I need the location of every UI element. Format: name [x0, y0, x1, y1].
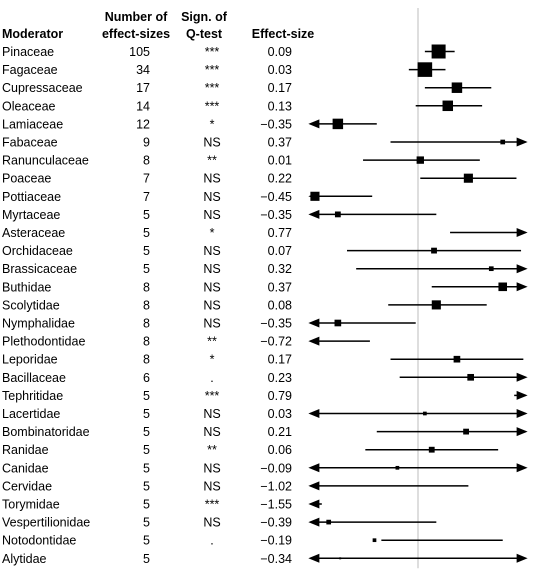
point-estimate: [489, 266, 494, 271]
effect-size-value: 0.17: [267, 352, 292, 367]
moderator-label: Cervidae: [2, 479, 53, 494]
point-estimate: [335, 212, 341, 218]
table-row: [2, 117, 377, 131]
effect-size-value: −0.72: [260, 334, 292, 349]
table-row: [2, 389, 528, 403]
table-row: [2, 407, 528, 421]
effect-size-count: 8: [143, 153, 150, 168]
effect-size-count: 5: [143, 226, 150, 240]
q-test-significance: NS: [203, 207, 221, 222]
q-test-significance: *: [209, 226, 215, 240]
effect-size-count: 8: [143, 352, 150, 367]
point-estimate: [429, 447, 435, 453]
effect-size-count: 5: [143, 443, 150, 458]
effect-size-value: −0.45: [260, 189, 292, 204]
moderator-label: Buthidae: [2, 280, 52, 295]
ci-arrow-left: [308, 119, 319, 128]
table-row: [2, 371, 528, 385]
ci-arrow-left: [308, 210, 319, 219]
point-estimate: [463, 429, 469, 435]
moderator-label: Poaceae: [2, 171, 52, 186]
effect-size-count: 8: [143, 316, 150, 331]
moderator-label: Pinaceae: [2, 45, 55, 59]
moderator-label: Brassicaceae: [2, 262, 78, 277]
table-row: [2, 461, 528, 475]
table-row: [2, 298, 487, 312]
effect-size-value: −0.19: [260, 533, 292, 548]
table-rows: [2, 45, 528, 566]
effect-size-count: 5: [143, 533, 150, 548]
effect-size-value: −0.35: [260, 316, 292, 331]
table-row: [2, 552, 528, 566]
point-estimate: [373, 538, 377, 542]
effect-size-count: 5: [143, 244, 150, 259]
header-q-line1: Sign. of: [181, 10, 227, 24]
effect-size-value: 0.77: [267, 226, 292, 240]
ci-arrow-right: [517, 228, 528, 237]
effect-size-value: 0.79: [267, 388, 292, 403]
effect-size-value: 0.17: [267, 81, 292, 96]
table-row: [2, 479, 468, 493]
ci-arrow-right: [517, 264, 528, 273]
q-test-significance: NS: [203, 189, 221, 204]
point-estimate: [464, 174, 473, 183]
effect-size-value: 0.13: [267, 99, 292, 114]
table-row: [2, 317, 416, 331]
moderator-label: Alytidae: [2, 551, 47, 566]
ci-arrow-left: [308, 500, 319, 509]
q-test-significance: ***: [204, 388, 220, 403]
ci-arrow-right: [517, 373, 528, 382]
effect-size-value: 0.01: [267, 153, 292, 168]
header-q-line2: Q-test: [185, 27, 223, 41]
ci-arrow-right: [517, 409, 528, 418]
moderator-label: Asteraceae: [2, 226, 66, 240]
ci-arrow-left: [308, 518, 319, 527]
ci-arrow-left: [308, 409, 319, 418]
effect-size-count: 5: [143, 551, 150, 566]
effect-size-count: 6: [143, 370, 150, 385]
q-test-significance: NS: [203, 407, 221, 421]
table-row: [2, 45, 455, 60]
q-test-significance: ***: [204, 81, 220, 96]
point-estimate: [431, 248, 437, 254]
effect-size-value: −0.35: [260, 207, 292, 222]
header-effect-size: Effect-size: [251, 27, 315, 41]
effect-size-count: 12: [136, 117, 150, 132]
ci-arrow-left: [308, 463, 319, 472]
point-estimate: [310, 192, 319, 201]
ci-arrow-left: [308, 554, 319, 563]
ci-arrow-right: [517, 427, 528, 436]
effect-size-value: 0.03: [267, 407, 292, 421]
effect-size-count: 14: [136, 99, 150, 114]
effect-size-count: 5: [143, 497, 150, 512]
ci-arrow-right: [517, 463, 528, 472]
ci-arrow-left: [308, 481, 319, 490]
q-test-significance: *: [209, 117, 215, 132]
effect-size-value: −0.35: [260, 117, 292, 132]
moderator-label: Vespertilionidae: [2, 515, 91, 530]
header-moderator: Moderator: [2, 27, 64, 41]
moderator-label: Notodontidae: [2, 533, 77, 548]
effect-size-value: 0.21: [267, 425, 292, 440]
effect-size-count: 8: [143, 334, 150, 349]
moderator-label: Ranunculaceae: [2, 153, 89, 168]
table-row: [2, 534, 503, 548]
moderator-label: Bombinatoridae: [2, 425, 90, 440]
effect-size-count: 5: [143, 479, 150, 494]
effect-size-value: 0.37: [267, 135, 292, 150]
header-n-line2: effect-sizes: [101, 27, 171, 41]
moderator-label: Nymphalidae: [2, 316, 75, 331]
moderator-label: Orchidaceae: [2, 244, 73, 259]
table-row: [2, 443, 498, 457]
moderator-label: Canidae: [2, 461, 49, 476]
point-estimate: [443, 101, 453, 111]
effect-size-count: 5: [143, 461, 150, 476]
ci-arrow-left: [308, 319, 319, 328]
table-row: [2, 226, 528, 240]
moderator-label: Torymidae: [2, 497, 60, 512]
effect-size-count: 34: [136, 63, 150, 78]
table-row: [2, 154, 480, 168]
effect-size-value: 0.09: [267, 45, 292, 59]
q-test-significance: ***: [204, 99, 220, 114]
q-test-significance: .: [210, 533, 214, 548]
effect-size-count: 105: [129, 45, 150, 59]
moderator-label: Plethodontidae: [2, 334, 86, 349]
moderator-label: Lacertidae: [2, 407, 61, 421]
point-estimate: [452, 82, 462, 92]
q-test-significance: NS: [203, 316, 221, 331]
effect-size-count: 8: [143, 280, 150, 295]
point-estimate: [432, 300, 441, 309]
effect-size-value: 0.23: [267, 370, 292, 385]
effect-size-value: 0.03: [267, 63, 292, 78]
header-n-line1: Number of: [104, 10, 168, 24]
q-test-significance: NS: [203, 461, 221, 476]
effect-size-count: 7: [143, 189, 150, 204]
moderator-label: Myrtaceae: [2, 207, 61, 222]
moderator-label: Ranidae: [2, 443, 49, 458]
point-estimate: [396, 466, 400, 470]
q-test-significance: NS: [203, 515, 221, 530]
effect-size-count: 5: [143, 425, 150, 440]
effect-size-value: −0.34: [260, 551, 292, 566]
point-estimate: [417, 156, 424, 163]
q-test-significance: ***: [204, 63, 220, 78]
ci-arrow-right: [517, 554, 528, 563]
ci-arrow-right: [517, 282, 528, 291]
table-row: [2, 99, 482, 113]
point-estimate: [423, 412, 427, 416]
q-test-significance: **: [207, 153, 217, 168]
point-estimate: [498, 283, 507, 292]
table-row: [2, 208, 436, 222]
effect-size-value: 0.06: [267, 443, 292, 458]
table-row: [2, 425, 528, 439]
table-row: [2, 353, 523, 367]
effect-size-value: 0.08: [267, 298, 292, 313]
moderator-label: Scolytidae: [2, 298, 60, 313]
point-estimate: [500, 140, 505, 145]
effect-size-value: −0.09: [260, 461, 292, 476]
table-row: [2, 172, 516, 186]
moderator-label: Tephritidae: [2, 388, 64, 403]
effect-size-count: 5: [143, 262, 150, 277]
moderator-label: Fagaceae: [2, 63, 58, 78]
moderator-label: Fabaceae: [2, 135, 58, 150]
effect-size-value: 0.37: [267, 280, 292, 295]
ci-arrow-right: [517, 391, 528, 400]
q-test-significance: NS: [203, 280, 221, 295]
moderator-label: Lamiaceae: [2, 117, 64, 132]
q-test-significance: NS: [203, 479, 221, 494]
table-row: [2, 244, 521, 258]
point-estimate: [333, 119, 343, 129]
moderator-label: Bacillaceae: [2, 370, 66, 385]
table-row: [2, 280, 528, 294]
effect-size-value: 0.07: [267, 244, 292, 259]
moderator-label: Cupressaceae: [2, 81, 83, 96]
point-estimate: [418, 62, 433, 77]
q-test-significance: NS: [203, 298, 221, 313]
effect-size-count: 5: [143, 407, 150, 421]
q-test-significance: **: [207, 443, 217, 458]
ci-arrow-left: [308, 337, 319, 346]
column-headers: [2, 10, 314, 41]
q-test-significance: **: [207, 334, 217, 349]
moderator-label: Leporidae: [2, 352, 58, 367]
effect-size-count: 5: [143, 388, 150, 403]
table-row: [2, 498, 322, 512]
q-test-significance: NS: [203, 262, 221, 277]
moderator-label: Oleaceae: [2, 99, 56, 114]
q-test-significance: NS: [203, 425, 221, 440]
point-estimate: [339, 557, 341, 559]
effect-size-value: −1.55: [260, 497, 292, 512]
q-test-significance: ***: [204, 497, 220, 512]
table-row: [2, 190, 372, 204]
effect-size-count: 5: [143, 515, 150, 530]
table-row: [2, 262, 528, 276]
effect-size-count: 5: [143, 207, 150, 222]
q-test-significance: *: [209, 352, 215, 367]
moderator-label: Pottiaceae: [2, 189, 62, 204]
effect-size-count: 8: [143, 298, 150, 313]
effect-size-value: −0.39: [260, 515, 292, 530]
q-test-significance: ***: [204, 45, 220, 59]
q-test-significance: NS: [203, 244, 221, 259]
q-test-significance: NS: [203, 171, 221, 186]
effect-size-count: 17: [136, 81, 150, 96]
table-row: [2, 62, 445, 77]
point-estimate: [432, 45, 446, 59]
effect-size-value: −1.02: [260, 479, 292, 494]
effect-size-value: 0.22: [267, 171, 292, 186]
effect-size-count: 7: [143, 171, 150, 186]
point-estimate: [326, 520, 331, 525]
point-estimate: [454, 356, 461, 363]
table-row: [2, 335, 370, 349]
table-row: [2, 136, 528, 150]
ci-arrow-right: [517, 138, 528, 147]
point-estimate: [335, 320, 342, 327]
q-test-significance: .: [210, 370, 214, 385]
table-row: [2, 516, 436, 530]
effect-size-value: 0.32: [267, 262, 292, 277]
q-test-significance: NS: [203, 135, 221, 150]
effect-size-count: 9: [143, 135, 150, 150]
point-estimate: [467, 374, 474, 381]
